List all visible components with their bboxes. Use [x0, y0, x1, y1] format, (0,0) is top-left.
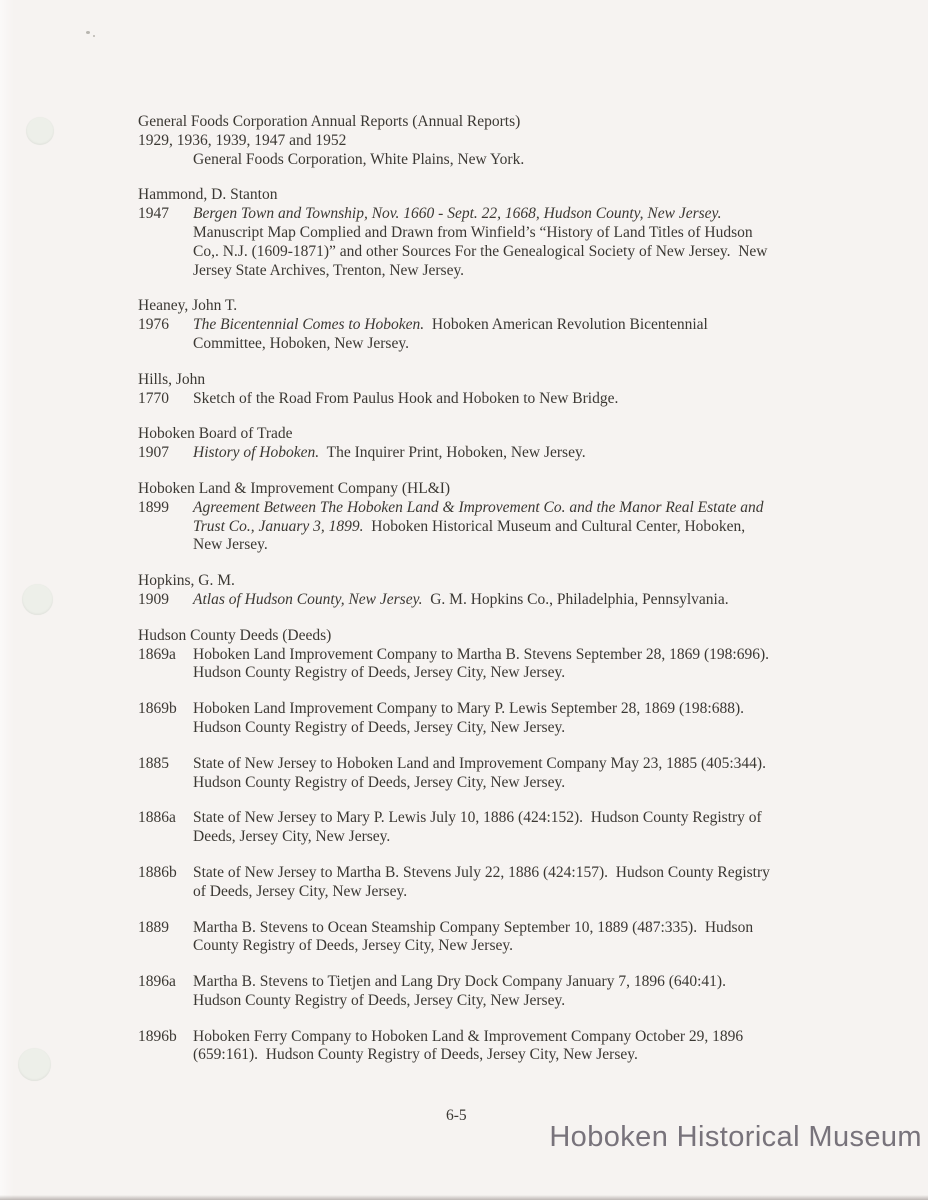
bib-entry-body	[193, 809, 778, 847]
bib-entry-body	[193, 151, 778, 170]
bib-entry-text: G. M. Hopkins Co., Philadelphia, Pennsylvania.	[422, 590, 729, 608]
bib-entry-title-italic: Agreement Between The Hoboken Land & Improvement Co. and the Manor Real Estate and Trust Co., January 3, 1899.	[193, 498, 764, 535]
bib-entry-text: Hoboken Land Improvement Company to Martha B. Stevens September 28, 1869 (198:696). Hudson County Registry of Deeds, Jersey City, New Jersey.	[193, 645, 773, 682]
bibliography-content	[138, 113, 780, 1065]
bib-entry	[138, 316, 780, 354]
bib-entry-body	[193, 499, 778, 555]
bib-entry-year: 1907	[138, 444, 169, 462]
bib-entry-year: 1869b	[138, 700, 177, 718]
bib-entry-year: 1869a	[138, 645, 176, 663]
bib-entry-body	[193, 864, 778, 902]
bib-entry-year: 1947	[138, 205, 169, 223]
scan-edge-left	[0, 0, 14, 1200]
bib-entry-year: 1770	[138, 389, 169, 407]
bib-section	[138, 425, 780, 463]
bib-entry-text: State of New Jersey to Hoboken Land and Improvement Company May 23, 1885 (405:344). Hudson County Registry of Deeds, Jersey City, New Jersey.	[193, 754, 770, 791]
bib-section-heading: General Foods Corporation Annual Reports (Annual Reports)	[138, 113, 521, 130]
bib-entry-body	[193, 973, 778, 1011]
bib-entry-year: 1886b	[138, 863, 177, 881]
bib-entry-title-italic: Atlas of Hudson County, New Jersey.	[193, 590, 423, 608]
bib-entry	[138, 755, 780, 793]
bib-entries	[138, 646, 780, 1066]
bib-entry-year: 1896a	[138, 973, 176, 991]
page-number: 6-5	[446, 1107, 467, 1124]
scan-speck	[93, 35, 95, 37]
bib-entry-year: 1896b	[138, 1027, 177, 1045]
bib-entry	[138, 973, 780, 1011]
bib-entry-body	[193, 205, 778, 280]
bib-entry	[138, 700, 780, 738]
bib-entry-body	[193, 646, 778, 684]
bib-section	[138, 186, 780, 280]
scan-speck	[86, 31, 90, 34]
bib-entry	[138, 864, 780, 902]
bib-entry-year: 1886a	[138, 809, 176, 827]
bib-section	[138, 113, 780, 169]
bib-entry-text: Hoboken Ferry Company to Hoboken Land & Improvement Company October 29, 1896 (659:161). Hudson County Registry of Deeds, Jersey City, New Jersey.	[193, 1027, 744, 1064]
bib-section	[138, 480, 780, 555]
bib-entry	[138, 646, 780, 684]
bib-entry-body	[193, 390, 778, 409]
bib-entry	[138, 919, 780, 957]
bib-entry-text: Sketch of the Road From Paulus Hook and Hoboken to New Bridge.	[193, 389, 619, 407]
bib-entry-body	[193, 1028, 778, 1066]
bib-entry-text: State of New Jersey to Martha B. Stevens July 22, 1886 (424:157). Hudson County Registry of Deeds, Jersey City, New Jersey.	[193, 863, 770, 900]
bib-entry-body	[193, 591, 778, 610]
bib-entry-year: 1889	[138, 918, 169, 936]
punch-hole	[22, 584, 53, 615]
bib-entry-text: Martha B. Stevens to Tietjen and Lang Dry Dock Company January 7, 1896 (640:41). Hudson County Registry of Deeds, Jersey City, New Jersey.	[193, 973, 730, 1009]
bib-section-heading: Hammond, D. Stanton	[138, 186, 278, 204]
bib-entries	[138, 316, 780, 354]
bib-entries	[138, 499, 780, 555]
bib-section-heading: Heaney, John T.	[138, 297, 238, 315]
punch-hole	[26, 117, 54, 145]
bib-entry-title-italic: History of Hoboken.	[193, 444, 320, 462]
bib-entries	[138, 591, 780, 610]
bib-entry-body	[193, 700, 778, 738]
bib-entries	[138, 151, 780, 170]
bib-section	[138, 572, 780, 610]
bib-entry	[138, 205, 780, 280]
watermark-text: Hoboken Historical Museum	[549, 1121, 922, 1153]
bib-entry	[138, 151, 780, 170]
bib-entries	[138, 444, 780, 463]
bib-entries	[138, 205, 780, 280]
bib-entry	[138, 444, 780, 463]
bib-entry-text: Hoboken American Revolution Bicentennial Committee, Hoboken, New Jersey.	[193, 316, 708, 352]
bib-entry-text: Hoboken Historical Museum and Cultural Center, Hoboken, New Jersey.	[193, 517, 746, 554]
bib-entry-text: The Inquirer Print, Hoboken, New Jersey.	[319, 444, 586, 462]
bib-section-heading: Hopkins, G. M.	[138, 572, 235, 590]
bib-entry	[138, 809, 780, 847]
bib-entry	[138, 499, 780, 555]
bib-section	[138, 371, 780, 409]
bib-section	[138, 297, 780, 353]
bib-entry-body	[193, 755, 778, 793]
bib-entry-text: Hoboken Land Improvement Company to Mary P. Lewis September 28, 1869 (198:688). Hudson County Registry of Deeds, Jersey City, New Jersey.	[193, 700, 748, 736]
bib-section-heading: Hudson County Deeds (Deeds)	[138, 626, 332, 644]
punch-hole	[18, 1048, 51, 1081]
bib-entry-text: Martha B. Stevens to Ocean Steamship Company September 10, 1889 (487:335). Hudson County Registry of Deeds, Jersey City, New Jersey.	[193, 918, 754, 955]
bib-entry-text: General Foods Corporation, White Plains, New York.	[193, 150, 525, 168]
bib-section-heading: Hoboken Board of Trade	[138, 425, 293, 443]
scan-edge-bottom	[0, 1195, 928, 1200]
bib-section	[138, 627, 780, 1066]
bib-entry-year: 1885	[138, 754, 169, 772]
bib-entry-year: 1899	[138, 498, 169, 516]
bib-section-heading: Hoboken Land & Improvement Company (HL&I)	[138, 479, 451, 497]
bib-entry-body	[193, 444, 778, 463]
bib-entry-year: 1909	[138, 590, 169, 608]
bib-entry-text: Manuscript Map Complied and Drawn from Winfield’s “History of Land Titles of Hudson Co,. N.J. (1609-1871)” and other Sources For the Genealogical Society of New Jersey. New Jersey State Archives, Trenton, New Jersey.	[193, 223, 768, 279]
bib-entry	[138, 390, 780, 409]
bib-entry	[138, 1028, 780, 1066]
bib-entry	[138, 591, 780, 610]
bib-entry-title-italic: The Bicentennial Comes to Hoboken.	[193, 316, 425, 334]
bib-entry-title-italic: Bergen Town and Township, Nov. 1660 - Sept. 22, 1668, Hudson County, New Jersey.	[193, 205, 722, 223]
bib-entry-body	[193, 316, 778, 354]
bib-section-heading: Hills, John	[138, 370, 206, 388]
bib-entry-text: State of New Jersey to Mary P. Lewis July 10, 1886 (424:152). Hudson County Registry of Deeds, Jersey City, New Jersey.	[193, 809, 762, 846]
bib-entry-body	[193, 919, 778, 957]
bib-section-subheading: 1929, 1936, 1939, 1947 and 1952	[138, 131, 347, 149]
bib-entries	[138, 390, 780, 409]
bib-entry-year: 1976	[138, 316, 169, 334]
